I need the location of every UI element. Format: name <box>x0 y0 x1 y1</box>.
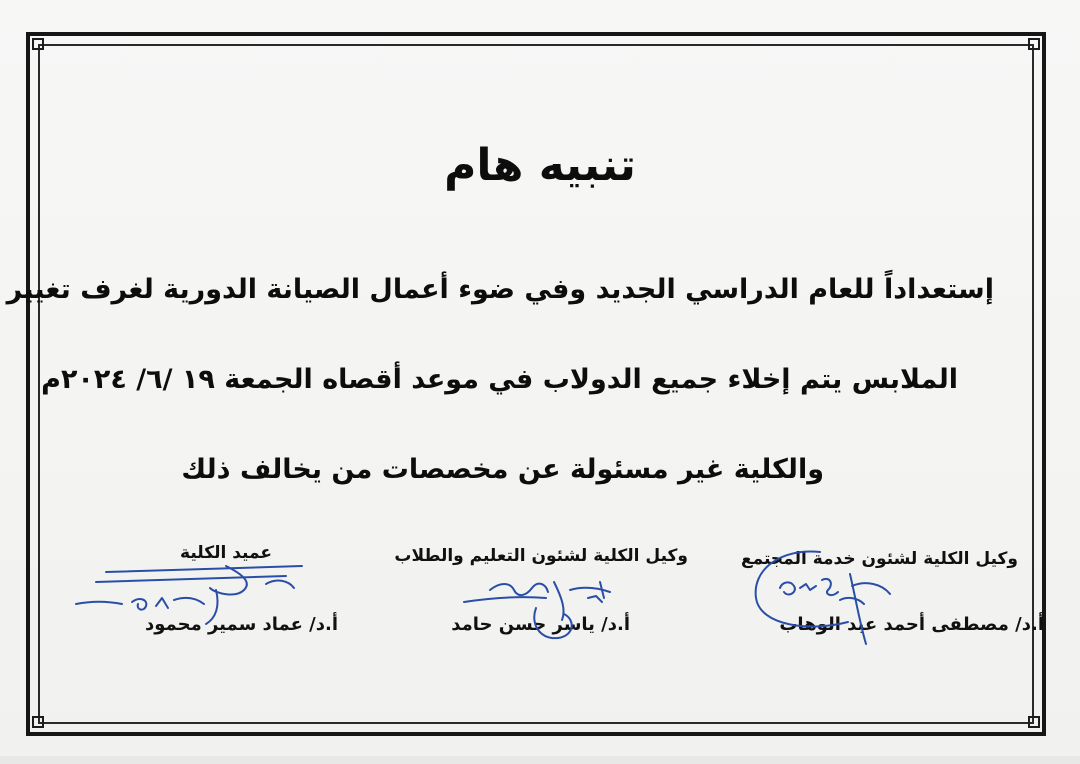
signatory-name-education-vice-dean: أ.د/ ياسر حسن حامد <box>451 614 630 635</box>
signatory-title-dean: عميد الكلية <box>180 543 272 563</box>
border-corner-ornament-bottom-left <box>32 716 44 728</box>
notice-body-line-1: إستعداداً للعام الدراسي الجديد وفي ضوء أعمال الصيانة الدورية لغرف تغيير <box>6 274 994 305</box>
signatory-name-community-service-vice-dean: أ.د/ مصطفى أحمد عبد الوهاب <box>779 614 1044 635</box>
notice-title: تنبيه هام <box>444 140 636 191</box>
bottom-edge-strip <box>0 756 1080 764</box>
border-corner-ornament-top-right <box>1028 38 1040 50</box>
border-corner-ornament-bottom-right <box>1028 716 1040 728</box>
signatory-name-dean: أ.د/ عماد سمير محمود <box>145 614 338 635</box>
signatory-title-community-service-vice-dean: وكيل الكلية لشئون خدمة المجتمع <box>740 549 1018 569</box>
border-corner-ornament-top-left <box>32 38 44 50</box>
notice-body-line-2: الملابس يتم إخلاء جميع الدولاب في موعد أقصاه الجمعة ١٩ /٦/ ٢٠٢٤م <box>41 364 958 395</box>
signatory-title-education-vice-dean: وكيل الكلية لشئون التعليم والطلاب <box>394 546 688 566</box>
notice-body-line-3: والكلية غير مسئولة عن مخصصات من يخالف ذلك <box>181 454 824 485</box>
